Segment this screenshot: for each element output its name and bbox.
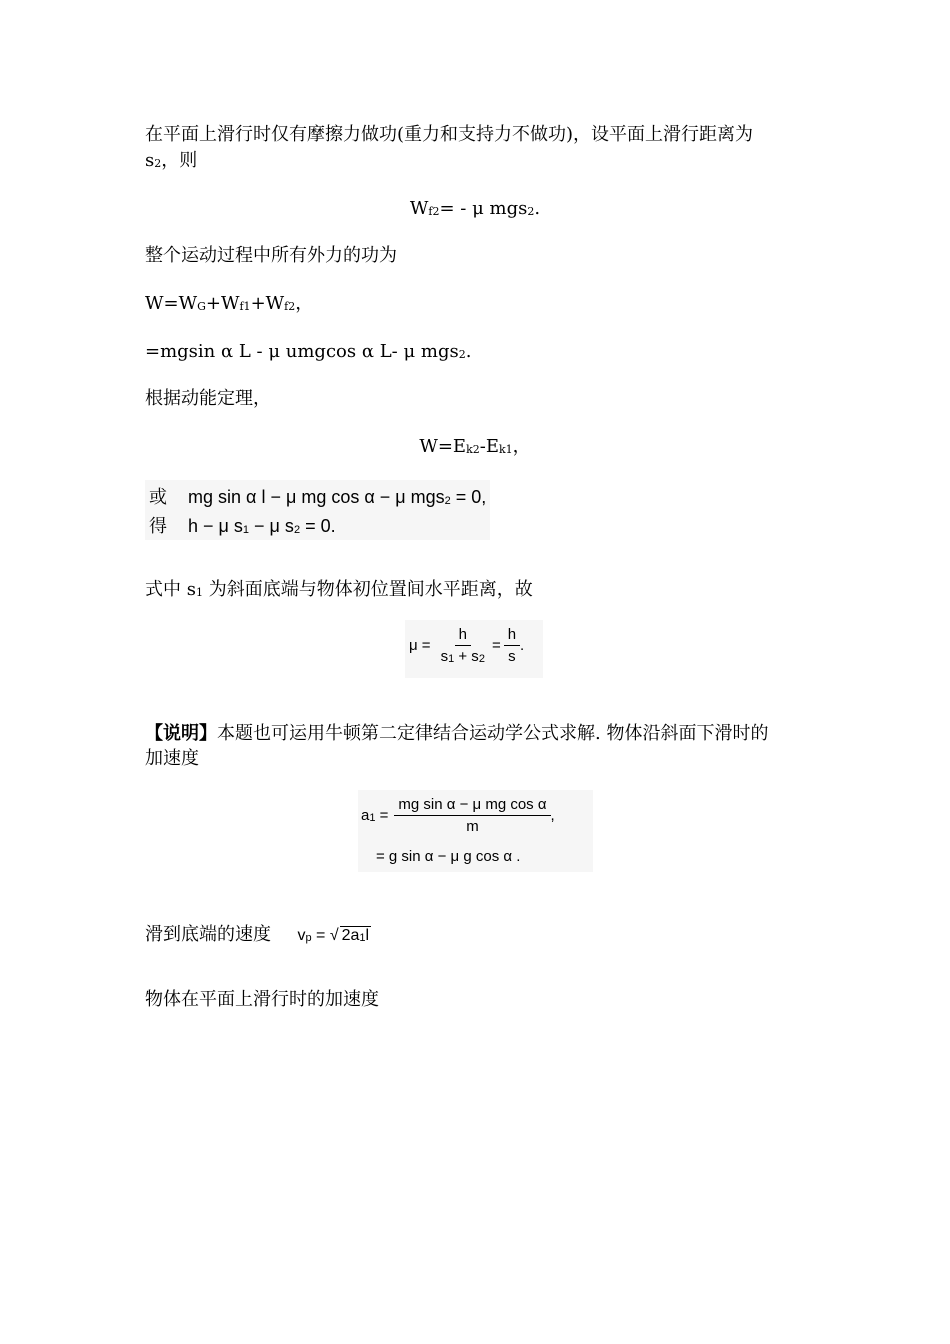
text-run: . xyxy=(465,341,472,362)
text-run: W=W xyxy=(145,293,198,314)
paragraph-line: 整个运动过程中所有外力的功为 xyxy=(145,245,397,266)
text-run: . xyxy=(520,637,525,654)
denominator xyxy=(437,646,489,665)
subscript: k2 xyxy=(466,443,480,456)
root xyxy=(340,926,371,945)
paragraph-line: 物体在平面上滑行时的加速度 xyxy=(145,989,379,1010)
subscript: f2 xyxy=(284,300,296,313)
paragraph-line: 加速度 xyxy=(145,748,199,769)
text-run: ， xyxy=(512,436,531,457)
equals: = xyxy=(491,637,501,654)
text-run: 式中 s xyxy=(145,579,196,600)
numerator: mg sin α − μ mg cos α xyxy=(394,796,550,816)
text-run: W=E xyxy=(419,436,467,457)
text-run: s xyxy=(145,150,155,171)
subscript: 2 xyxy=(527,205,535,218)
note-label: 【说明】 xyxy=(145,723,217,744)
text-run: 2a xyxy=(341,927,360,944)
paragraph-line xyxy=(145,149,197,173)
formula-image-acceleration-incline xyxy=(358,790,593,872)
subscript: 1 xyxy=(242,524,250,536)
numerator: h xyxy=(504,626,520,646)
subscript: 2 xyxy=(478,653,485,665)
text-run: a xyxy=(361,807,370,824)
text-run: l xyxy=(365,927,370,944)
equation-kinetic-energy-theorem xyxy=(0,435,950,459)
expression: = g sin α − μ g cos α . xyxy=(376,848,521,865)
text-run: = 0, xyxy=(450,487,487,507)
subscript: 1 xyxy=(359,932,366,944)
expression: mg sin α l − μ mg cos α − μ mgs xyxy=(188,487,445,507)
denominator: s xyxy=(508,648,516,665)
text-run: s xyxy=(440,648,449,665)
paragraph-line: 根据动能定理， xyxy=(145,388,271,409)
velocity-expression: $v_p$ = √ $2a_1l$ xyxy=(297,927,370,944)
equation-total-work xyxy=(145,292,313,316)
subscript: k1 xyxy=(498,443,513,456)
subscript: f1 xyxy=(239,300,251,313)
subscript: 1 xyxy=(448,653,455,665)
subscript: 2 xyxy=(444,495,451,507)
text-run: 本题也可运用牛顿第二定律结合运动学公式求解. 物体沿斜面下滑时的 xyxy=(217,723,769,744)
text-run: v xyxy=(297,927,306,944)
numerator: h xyxy=(455,626,471,646)
formula-image-energy-equation xyxy=(145,480,490,540)
label: 滑到底端的速度 xyxy=(145,924,271,944)
text-run: . xyxy=(534,198,541,219)
text-run: ，则 xyxy=(161,150,198,171)
text-run: +W xyxy=(250,293,285,314)
fraction xyxy=(394,796,550,835)
subscript: 2 xyxy=(458,348,466,361)
text-run: − μ s xyxy=(249,516,294,536)
fraction-h-over-s xyxy=(504,626,520,665)
text-run: = xyxy=(311,927,330,944)
text-run: =mgsin α L - μ umgcos α L- μ mgs xyxy=(145,341,459,362)
text-run: ， xyxy=(295,293,314,314)
paragraph-line xyxy=(145,722,768,746)
subscript: 1 xyxy=(369,812,376,824)
text-run: = 0. xyxy=(300,516,336,536)
subscript: 2 xyxy=(154,157,162,170)
denominator: m xyxy=(466,818,479,835)
text-run: + s xyxy=(454,648,479,665)
label-or: 或 xyxy=(149,487,167,507)
fraction-h-over-s1-s2 xyxy=(437,626,489,665)
subscript: f2 xyxy=(428,205,440,218)
text-run: +W xyxy=(205,293,240,314)
text-run: = xyxy=(375,807,389,824)
paragraph-line xyxy=(145,578,533,602)
mu-symbol: μ = xyxy=(409,637,431,654)
paragraph-line: 在平面上滑行时仅有摩擦力做功(重力和支持力不做功)，设平面上滑行距离为 xyxy=(145,124,754,145)
text-run: -E xyxy=(479,436,499,457)
equation-total-work-expanded xyxy=(145,340,471,364)
label-get: 得 xyxy=(149,516,167,536)
subscript: 2 xyxy=(293,524,301,536)
text-run: W xyxy=(409,198,429,219)
text-run: , xyxy=(550,807,555,824)
text-run: = - μ mgs xyxy=(439,198,528,219)
equation-work-friction-plane xyxy=(0,197,950,221)
subscript: 1 xyxy=(195,586,203,599)
subscript: G xyxy=(197,300,206,313)
formula-image-velocity xyxy=(145,920,400,952)
subscript: p xyxy=(305,932,312,944)
expression: h − μ s xyxy=(188,516,243,536)
formula-image-friction-coefficient xyxy=(405,620,543,678)
text-run: 为斜面底端与物体初位置间水平距离，故 xyxy=(202,579,533,600)
lhs xyxy=(361,807,388,824)
